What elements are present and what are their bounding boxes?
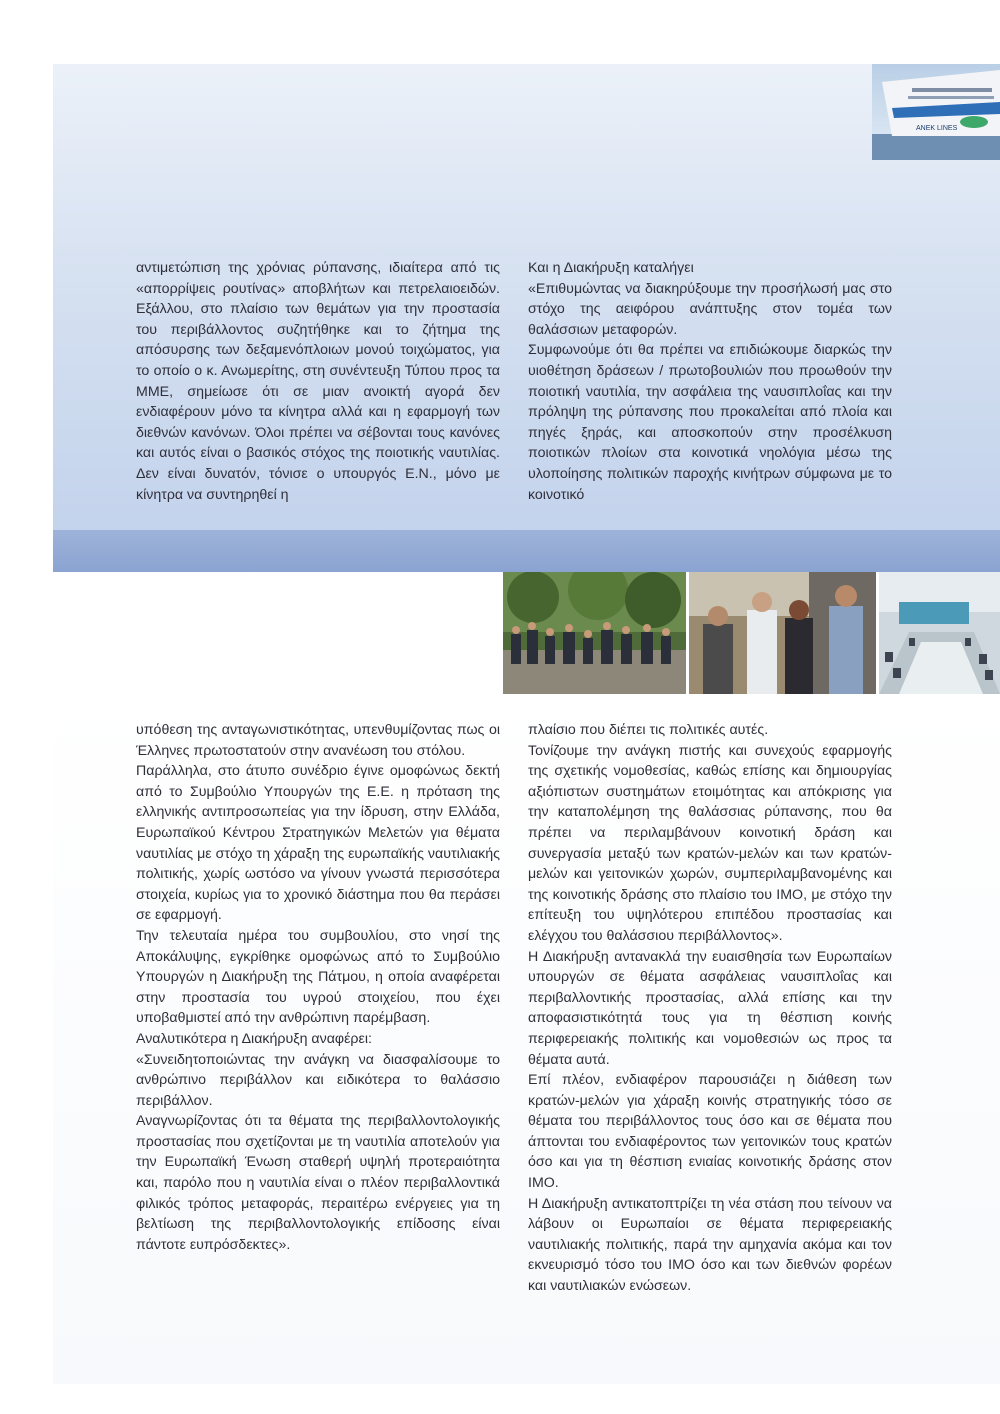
- paragraph: υπόθεση της ανταγωνιστικότητας, υπενθυμίζοντας πως οι Έλληνες πρωτοστατούν στην ανανέωση του στόλου.: [136, 722, 500, 759]
- paragraph: πλαίσιο που διέπει τις πολιτικές αυτές.: [528, 722, 769, 738]
- paragraph: αντιμετώπιση της χρόνιας ρύπανσης, ιδιαίτερα από τις «απορρίψεις ρουτίνας» αποβλήτων και πετρελαιοειδών. Εξάλλου, στο πλαίσιο των θεμάτων για την προστασία του περιβάλλοντος συζητήθηκε και το ζήτημα της απόσυρσης των δεξαμενόπλοιων μονού τοιχώματος, για το οποίο ο κ. Ανωμερίτης, στη συνέντευξη Τύπου προς τα ΜΜΕ, σημείωσε ότι σε μιαν ανοικτή αγορά δεν ενδιαφέρουν μόνο τα κίνητρα αλλά και η εφαρμογή των διεθνών κανόνων. Όλοι πρέπει να σέβονται τους κανόνες και αυτός είναι ο βασικός στόχος της ποιοτικής ναυτιλίας. Δεν είναι δυνατόν, τόνισε ο υπουργός Ε.Ν., μόνο με κίνητρα να συντηρηθεί η: [136, 260, 500, 503]
- officials-walking-photo: [689, 572, 876, 694]
- band-left-white-block: [53, 572, 503, 694]
- paragraph: Αναγνωρίζοντας ότι τα θέματα της περιβαλλοντολογικής προστασίας που σχετίζονται με τη ναυτιλία αποτελούν για την Ευρωπαϊκή Ένωση σταθερή υψηλή προτεραιότητα και, παρόλο που η ναυτιλία είναι ο πλέον περιβαλλοντικά φιλικός τρόπος μεταφοράς, περαιτέρω ενέργειες για τη βελτίωση της περιβαλλοντολογικής επίδοσης είναι πάντοτε ευπρόσδεκτες».: [136, 1113, 500, 1253]
- conference-room-photo: [879, 572, 1000, 694]
- paragraph: Και η Διακήρυξη καταλήγει: [528, 260, 694, 276]
- ferry-photo: [872, 64, 1000, 160]
- paragraph: Η Διακήρυξη αντανακλά την ευαισθησία των Ευρωπαίων υπουργών σε θέματα ασφάλειας ναυσιπλοΐας και περιβαλλοντικής προστασίας, αλλά επίσης και την αποφασιστικότητά τους για τη θέσπιση κοινής περιφερειακής πολιτικής και νομοθεσιών ως προς τα θέματα αυτά.: [528, 948, 892, 1068]
- paragraph: Συμφωνούμε ότι θα πρέπει να επιδιώκουμε διαρκώς την υιοθέτηση δράσεων / πρωτοβουλιών που προωθούν την ποιοτική ναυτιλία, την ασφάλεια της ναυσιπλοΐας και την πρόληψη της ρύπανσης που προκαλείται από πλοία και πηγές ξηράς, και αποσκοπούν στην προσέλκυση ποιοτικών πλοίων στα κοινοτικά νηολόγια μέσω της υλοποίησης πολιτικών παροχής κινήτρων σύμφωνα με το κοινοτικό: [528, 342, 892, 503]
- bottom-right-column: [528, 720, 892, 1297]
- paragraph: Αναλυτικότερα η Διακήρυξη αναφέρει:: [136, 1030, 372, 1047]
- paragraph: Παράλληλα, στο άτυπο συνέδριο έγινε ομοφώνως δεκτή από το Συμβούλιο Υπουργών της Ε.Ε. η πρόταση της ελληνικής αντιπροσωπείας για την ίδρυση, στην Ελλάδα, Ευρωπαϊκού Κέντρου Στρατηγικών Μελετών για θέματα ναυτιλίας με στόχο τη χάραξη της ευρωπαϊκής ναυτιλιακής πολιτικής, χωρίς ωστόσο να γίνουν γνωστά περισσότερα στοιχεία, κυρίως για το χρονικό διάστημα που θα περάσει σε εφαρμογή.: [136, 763, 500, 924]
- paragraph: Την τελευταία ημέρα του συμβουλίου, στο νησί της Αποκάλυψης, εγκρίθηκε ομοφώνως από το Συμβούλιο Υπουργών η Διακήρυξη της Πάτμου, η οποία αναφέρεται στην προστασία του υγρού στοιχείου, που έχει υποβαθμιστεί από την ανθρώπινη παρέμβαση.: [136, 927, 500, 1027]
- ferry-hull-text: ANEK LINES: [916, 125, 958, 132]
- paragraph: «Επιθυμώντας να διακηρύξουμε την προσήλωσή μας στο στόχο της αειφόρου ανάπτυξης στον τομέα των θαλάσσιων μεταφορών.: [528, 280, 892, 338]
- top-right-column: [528, 258, 892, 505]
- bottom-left-column: [136, 720, 500, 1255]
- paragraph: «Συνειδητοποιώντας την ανάγκη να διασφαλίσουμε το ανθρώπινο περιβάλλον και ειδικότερα το θαλάσσιο περιβάλλον.: [136, 1051, 500, 1109]
- paragraph: Η Διακήρυξη αντικατοπτρίζει τη νέα στάση που τείνουν να λάβουν οι Ευρωπαίοι σε θέματα περιφερειακής ναυτιλιακής πολιτικής, παρά την αμηχανία ακόμα και τον εκνευρισμό τόσο του ΙΜΟ όσο και των διεθνών φορέων και ναυτιλιακών ενώσεων.: [528, 1195, 892, 1295]
- crowd-photo: [503, 572, 686, 694]
- paragraph: Τονίζουμε την ανάγκη πιστής και συνεχούς εφαρμογής της σχετικής νομοθεσίας, καθώς επίσης και δημιουργίας αξιόπιστων συστημάτων ετοιμότητας και απόκρισης για την καταπολέμηση της θαλάσσιας ρύπανσης, που θα πρέπει να περιλαμβάνουν κοινοτική δράση και συνεργασία μεταξύ των κρατών-μελών και των κρατών-μελών και γειτονικών χωρών, συμπεριλαμβανομένης και της κοινοτικής δράσης στο πλαίσιο του ΙΜΟ, με στόχο την επίτευξη του υψηλότερου επιπέδου προστασίας και ελέγχου του θαλάσσιου περιβάλλοντος».: [528, 742, 892, 944]
- top-left-column: [136, 258, 500, 505]
- blue-divider-band: [53, 530, 1000, 572]
- paragraph: Επί πλέον, ενδιαφέρον παρουσιάζει η διάθεση των κρατών-μελών για χάραξη κοινής στρατηγικής τόσο σε θέματα του περιβάλλοντος τους όσο και σε θέματα που άπτονται του ενδιαφέροντος των γειτονικών τους κρατών όσο και για τη θέσπιση ενιαίας κοινοτικής δράσης στον ΙΜΟ.: [528, 1072, 892, 1192]
